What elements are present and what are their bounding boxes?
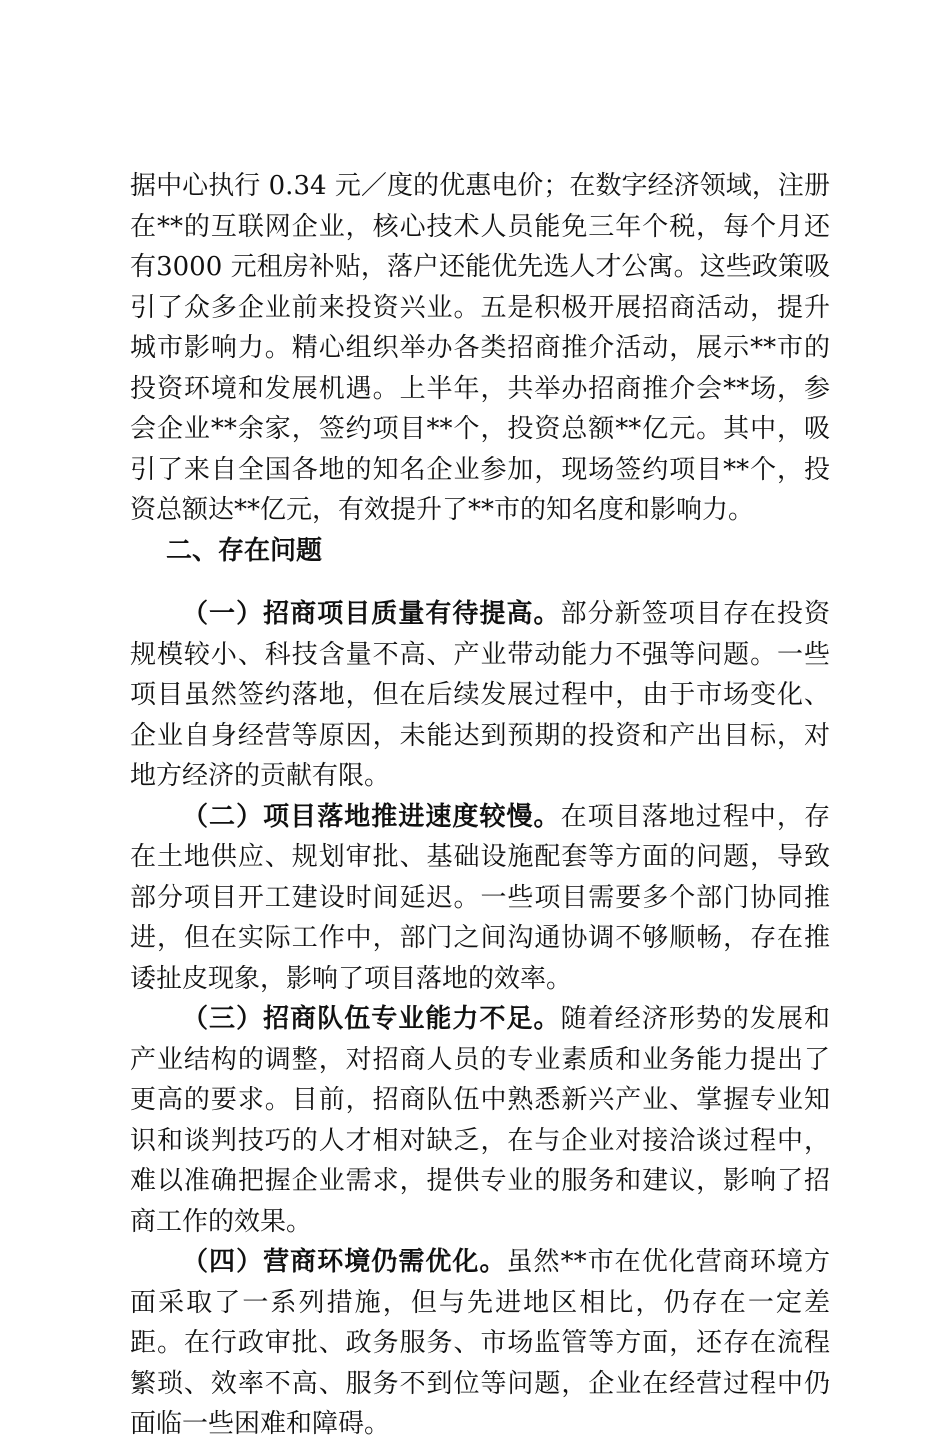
issue-body-2: 在项目落地过程中，存在土地供应、规划审批、基础设施配套等方面的问题，导致部分项目开工建设时间延迟。一些项目需要多个部门协同推进，但在实际工作中，部门之间沟通协调不够顺畅，存在推诿扯皮现象，影响了项目落地的效率。: [130, 801, 830, 994]
section-heading: 二、存在问题: [166, 535, 323, 566]
issue-lead-2: （二）项目落地推进速度较慢。: [182, 801, 561, 832]
issue-paragraph-3: [130, 999, 830, 1242]
issue-lead-4: （四）营商环境仍需优化。: [182, 1247, 507, 1277]
intro-paragraph: 据中心执行 0.34 元／度的优惠电价；在数字经济领域，注册在**的互联网企业，核心技术人员能免三年个税，每个月还有3000 元租房补贴，落户还能优先选人才公寓。这些政策吸引了众多企业前来投资兴业。五是积极开展招商活动，提升城市影响力。精心组织举办各类招商推介活动，展示**市的投资环境和发展机遇。上半年，共举办招商推介会**场，参会企业**余家，签约项目**个，投资总额**亿元。其中，吸引了来自全国各地的知名企业参加，现场签约项目**个，投资总额达**亿元，有效提升了**市的知名度和影响力。: [130, 171, 830, 525]
issue-paragraph-1: [130, 594, 830, 797]
issue-lead-1: （一）招商项目质量有待提高。: [182, 599, 561, 629]
issue-paragraph-2: [130, 797, 830, 1000]
document-body: [130, 166, 830, 1445]
issue-paragraph-4: [130, 1242, 830, 1445]
issue-body-3: 随着经济形势的发展和产业结构的调整，对招商人员的专业素质和业务能力提出了更高的要求。目前，招商队伍中熟悉新兴产业、掌握专业知识和谈判技巧的人才相对缺乏，在与企业对接洽谈过程中，难以准确把握企业需求，提供专业的服务和建议，影响了招商工作的效果。: [130, 1004, 830, 1237]
issue-body-4: 虽然**市在优化营商环境方面采取了一系列措施，但与先进地区相比，仍存在一定差距。在行政审批、政务服务、市场监管等方面，还存在流程繁琐、效率不高、服务不到位等问题，企业在经营过程中仍面临一些困难和障碍。: [130, 1247, 830, 1439]
issue-lead-3: （三）招商队伍专业能力不足。: [182, 1004, 561, 1034]
issue-body-1: 部分新签项目存在投资规模较小、科技含量不高、产业带动能力不强等问题。一些项目虽然签约落地，但在后续发展过程中，由于市场变化、企业自身经营等原因，未能达到预期的投资和产出目标，对地方经济的贡献有限。: [130, 599, 830, 791]
